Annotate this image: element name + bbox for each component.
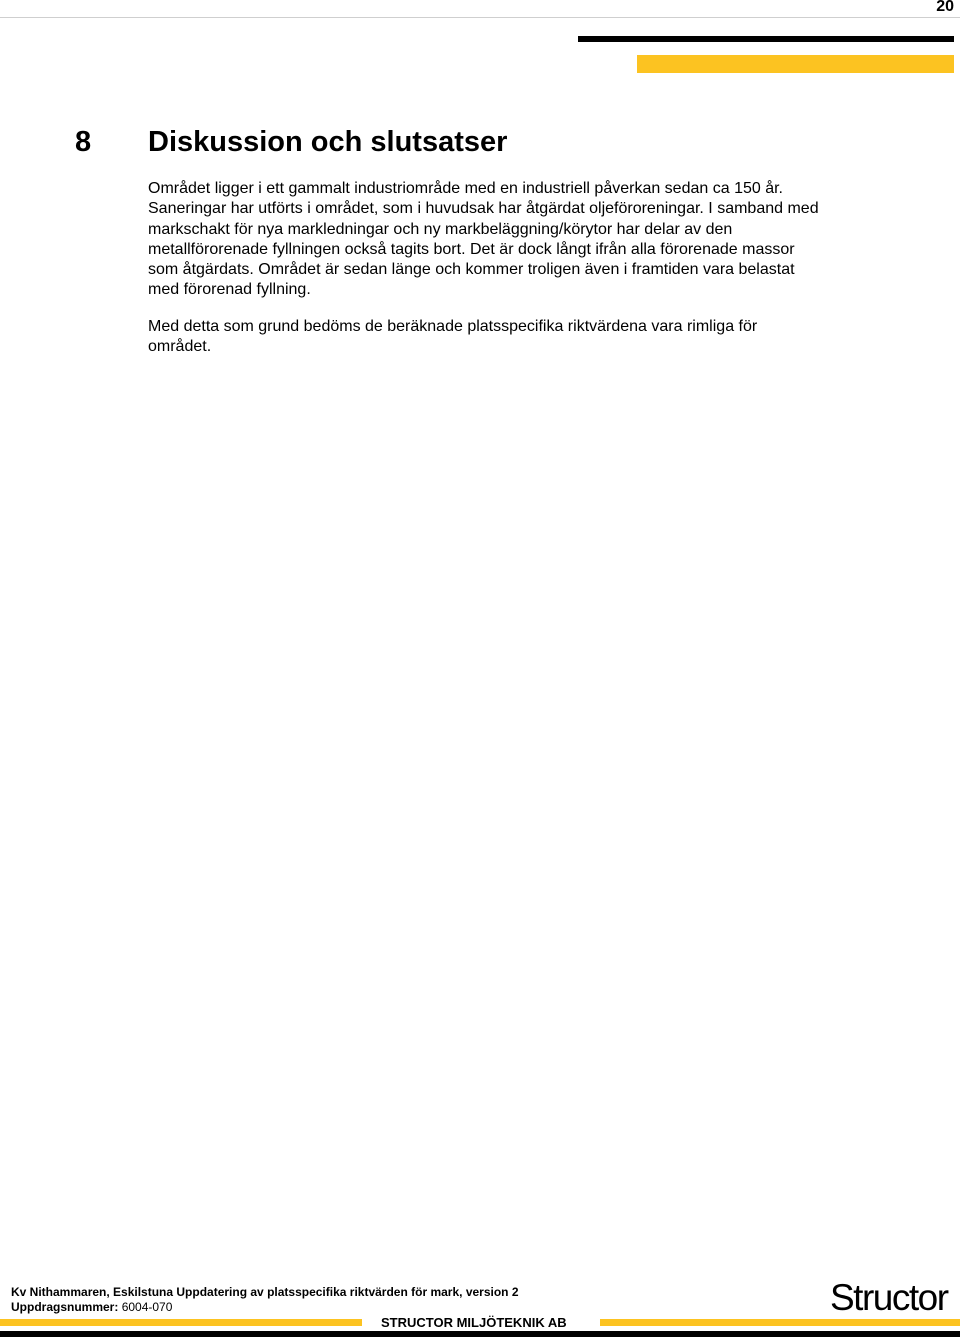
footer-project-line: Kv Nithammaren, Eskilstuna Uppdatering av platsspecifika riktvärden för mark, version 2	[11, 1285, 519, 1299]
section-title: Diskussion och slutsatser	[148, 126, 508, 158]
section-number: 8	[75, 126, 92, 158]
footer-black-bar	[0, 1331, 960, 1337]
header-yellow-bar	[637, 55, 954, 73]
header-rule	[0, 17, 960, 18]
footer-company: STRUCTOR MILJÖTEKNIK AB	[381, 1315, 567, 1330]
paragraph-2: Med detta som grund bedöms de beräknade platsspecifika riktvärdena vara rimliga för området.	[148, 318, 758, 356]
section-heading	[75, 124, 507, 160]
footer-yellow-bar-right	[600, 1319, 960, 1326]
footer-assignment-label: Uppdragsnummer:	[11, 1300, 119, 1314]
header-black-bar	[578, 36, 954, 42]
paragraph-1: Området ligger i ett gammalt industriområde med en industriell påverkan sedan ca 150 år. Saneringar har utförts i området, som i huvudsak har åtgärdat oljeföroreningar. I samband med markschakt för nya markledningar och ny markbeläggning/körytor har delar av den metallförorenade fyllningen också tagits bort. Det är dock långt ifrån alla förorenade massor som åtgärdats. Området är sedan länge och kommer troligen även i framtiden vara belastat med förorenad fyllning.	[148, 180, 819, 299]
page-number: 20	[936, 0, 954, 15]
footer-yellow-bar-left	[0, 1319, 362, 1326]
footer-assignment	[11, 1300, 172, 1314]
footer-assignment-number: 6004-070	[121, 1300, 173, 1314]
structor-logo: Structor	[830, 1277, 948, 1318]
